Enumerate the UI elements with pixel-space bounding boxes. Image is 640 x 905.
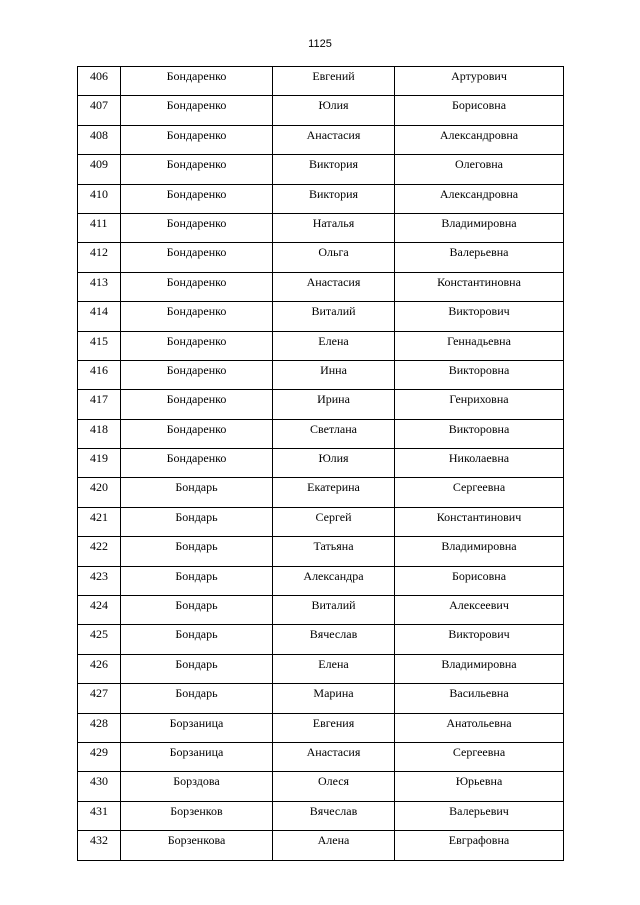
patronymic-cell: Юрьевна bbox=[395, 772, 564, 801]
row-number-cell: 419 bbox=[78, 449, 121, 478]
first-name-cell: Олеся bbox=[273, 772, 395, 801]
patronymic-cell: Сергеевна bbox=[395, 742, 564, 771]
patronymic-cell: Николаевна bbox=[395, 449, 564, 478]
surname-cell: Бондаренко bbox=[121, 419, 273, 448]
row-number-cell: 425 bbox=[78, 625, 121, 654]
row-number-cell: 429 bbox=[78, 742, 121, 771]
row-number-cell: 417 bbox=[78, 390, 121, 419]
first-name-cell: Вячеслав bbox=[273, 801, 395, 830]
surname-cell: Бондарь bbox=[121, 566, 273, 595]
table-row bbox=[78, 831, 564, 860]
surname-cell: Борзаница bbox=[121, 742, 273, 771]
first-name-cell: Анастасия bbox=[273, 742, 395, 771]
table-row bbox=[78, 125, 564, 154]
patronymic-cell: Константиновна bbox=[395, 272, 564, 301]
row-number-cell: 413 bbox=[78, 272, 121, 301]
first-name-cell: Елена bbox=[273, 331, 395, 360]
first-name-cell: Виктория bbox=[273, 184, 395, 213]
table-row bbox=[78, 478, 564, 507]
row-number-cell: 418 bbox=[78, 419, 121, 448]
first-name-cell: Марина bbox=[273, 684, 395, 713]
table-row bbox=[78, 96, 564, 125]
first-name-cell: Татьяна bbox=[273, 537, 395, 566]
first-name-cell: Ирина bbox=[273, 390, 395, 419]
surname-cell: Бондаренко bbox=[121, 360, 273, 389]
patronymic-cell: Генриховна bbox=[395, 390, 564, 419]
table-row bbox=[78, 243, 564, 272]
first-name-cell: Виталий bbox=[273, 302, 395, 331]
row-number-cell: 432 bbox=[78, 831, 121, 860]
patronymic-cell: Константинович bbox=[395, 507, 564, 536]
row-number-cell: 409 bbox=[78, 155, 121, 184]
row-number-cell: 407 bbox=[78, 96, 121, 125]
surname-cell: Бондаренко bbox=[121, 213, 273, 242]
surname-cell: Бондаренко bbox=[121, 184, 273, 213]
row-number-cell: 412 bbox=[78, 243, 121, 272]
patronymic-cell: Валерьевич bbox=[395, 801, 564, 830]
surname-cell: Борзенков bbox=[121, 801, 273, 830]
patronymic-cell: Александровна bbox=[395, 184, 564, 213]
first-name-cell: Ольга bbox=[273, 243, 395, 272]
patronymic-cell: Викторович bbox=[395, 625, 564, 654]
row-number-cell: 415 bbox=[78, 331, 121, 360]
table-row bbox=[78, 801, 564, 830]
surname-cell: Бондаренко bbox=[121, 67, 273, 96]
patronymic-cell: Борисовна bbox=[395, 566, 564, 595]
row-number-cell: 420 bbox=[78, 478, 121, 507]
patronymic-cell: Евграфовна bbox=[395, 831, 564, 860]
surname-cell: Бондарь bbox=[121, 596, 273, 625]
row-number-cell: 426 bbox=[78, 654, 121, 683]
first-name-cell: Екатерина bbox=[273, 478, 395, 507]
first-name-cell: Светлана bbox=[273, 419, 395, 448]
surname-cell: Борздова bbox=[121, 772, 273, 801]
patronymic-cell: Алексеевич bbox=[395, 596, 564, 625]
table-row bbox=[78, 654, 564, 683]
surname-cell: Бондаренко bbox=[121, 331, 273, 360]
table-row bbox=[78, 419, 564, 448]
first-name-cell: Евгения bbox=[273, 713, 395, 742]
first-name-cell: Анастасия bbox=[273, 272, 395, 301]
table-row bbox=[78, 272, 564, 301]
first-name-cell: Вячеслав bbox=[273, 625, 395, 654]
row-number-cell: 423 bbox=[78, 566, 121, 595]
row-number-cell: 427 bbox=[78, 684, 121, 713]
table-row bbox=[78, 302, 564, 331]
table-row bbox=[78, 566, 564, 595]
row-number-cell: 431 bbox=[78, 801, 121, 830]
table-row bbox=[78, 537, 564, 566]
first-name-cell: Сергей bbox=[273, 507, 395, 536]
surname-cell: Бондаренко bbox=[121, 390, 273, 419]
table-row bbox=[78, 360, 564, 389]
patronymic-cell: Владимировна bbox=[395, 537, 564, 566]
patronymic-cell: Олеговна bbox=[395, 155, 564, 184]
patronymic-cell: Васильевна bbox=[395, 684, 564, 713]
surname-cell: Борзенкова bbox=[121, 831, 273, 860]
first-name-cell: Инна bbox=[273, 360, 395, 389]
row-number-cell: 428 bbox=[78, 713, 121, 742]
table-row bbox=[78, 331, 564, 360]
surname-cell: Бондарь bbox=[121, 654, 273, 683]
table-row bbox=[78, 684, 564, 713]
patronymic-cell: Сергеевна bbox=[395, 478, 564, 507]
table-row bbox=[78, 596, 564, 625]
row-number-cell: 411 bbox=[78, 213, 121, 242]
table-row bbox=[78, 449, 564, 478]
first-name-cell: Елена bbox=[273, 654, 395, 683]
row-number-cell: 424 bbox=[78, 596, 121, 625]
table-row bbox=[78, 742, 564, 771]
surname-cell: Бондаренко bbox=[121, 272, 273, 301]
surname-cell: Бондарь bbox=[121, 684, 273, 713]
surname-cell: Бондаренко bbox=[121, 449, 273, 478]
first-name-cell: Наталья bbox=[273, 213, 395, 242]
table-row bbox=[78, 184, 564, 213]
records-table-body bbox=[78, 67, 564, 861]
table-row bbox=[78, 625, 564, 654]
patronymic-cell: Владимировна bbox=[395, 654, 564, 683]
patronymic-cell: Валерьевна bbox=[395, 243, 564, 272]
surname-cell: Бондарь bbox=[121, 507, 273, 536]
table-row bbox=[78, 507, 564, 536]
row-number-cell: 422 bbox=[78, 537, 121, 566]
records-table bbox=[77, 66, 564, 861]
first-name-cell: Алена bbox=[273, 831, 395, 860]
surname-cell: Бондарь bbox=[121, 537, 273, 566]
row-number-cell: 430 bbox=[78, 772, 121, 801]
patronymic-cell: Артурович bbox=[395, 67, 564, 96]
row-number-cell: 410 bbox=[78, 184, 121, 213]
surname-cell: Бондаренко bbox=[121, 125, 273, 154]
page-number: 1125 bbox=[308, 38, 332, 50]
first-name-cell: Виктория bbox=[273, 155, 395, 184]
first-name-cell: Виталий bbox=[273, 596, 395, 625]
surname-cell: Бондаренко bbox=[121, 243, 273, 272]
patronymic-cell: Геннадьевна bbox=[395, 331, 564, 360]
row-number-cell: 421 bbox=[78, 507, 121, 536]
first-name-cell: Юлия bbox=[273, 449, 395, 478]
table-row bbox=[78, 713, 564, 742]
table-row bbox=[78, 67, 564, 96]
row-number-cell: 416 bbox=[78, 360, 121, 389]
patronymic-cell: Владимировна bbox=[395, 213, 564, 242]
surname-cell: Бондаренко bbox=[121, 155, 273, 184]
first-name-cell: Евгений bbox=[273, 67, 395, 96]
table-row bbox=[78, 155, 564, 184]
surname-cell: Бондаренко bbox=[121, 96, 273, 125]
patronymic-cell: Александровна bbox=[395, 125, 564, 154]
surname-cell: Бондаренко bbox=[121, 302, 273, 331]
patronymic-cell: Викторович bbox=[395, 302, 564, 331]
row-number-cell: 414 bbox=[78, 302, 121, 331]
patronymic-cell: Викторовна bbox=[395, 419, 564, 448]
surname-cell: Бондарь bbox=[121, 478, 273, 507]
row-number-cell: 406 bbox=[78, 67, 121, 96]
first-name-cell: Анастасия bbox=[273, 125, 395, 154]
table-row bbox=[78, 213, 564, 242]
first-name-cell: Александра bbox=[273, 566, 395, 595]
surname-cell: Борзаница bbox=[121, 713, 273, 742]
patronymic-cell: Борисовна bbox=[395, 96, 564, 125]
surname-cell: Бондарь bbox=[121, 625, 273, 654]
table-row bbox=[78, 390, 564, 419]
patronymic-cell: Анатольевна bbox=[395, 713, 564, 742]
patronymic-cell: Викторовна bbox=[395, 360, 564, 389]
first-name-cell: Юлия bbox=[273, 96, 395, 125]
table-row bbox=[78, 772, 564, 801]
row-number-cell: 408 bbox=[78, 125, 121, 154]
